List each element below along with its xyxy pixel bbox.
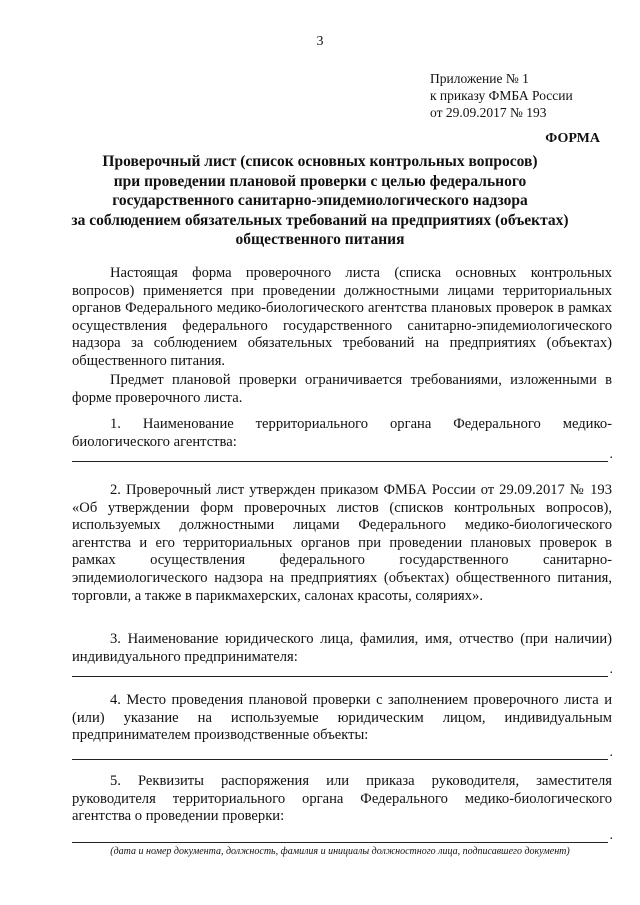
fill-in-line[interactable] xyxy=(72,842,608,843)
title-line: Проверочный лист (список основных контрольных вопросов) xyxy=(102,153,538,170)
section-text: 1. Наименование территориального органа Федерального медико-биологического агентства: xyxy=(72,416,612,450)
fill-in-line[interactable] xyxy=(72,461,608,462)
section-text: 5. Реквизиты распоряжения или приказа руководителя, заместителя руководителя территориального органа Федерального медико-биологического агентства о проведении проверки: xyxy=(72,773,612,825)
section-5 xyxy=(72,773,612,826)
section-3 xyxy=(72,631,612,666)
section-4 xyxy=(72,692,612,745)
fill-in-line[interactable] xyxy=(72,759,608,760)
intro-paragraph xyxy=(72,265,612,371)
title-line: общественного питания xyxy=(235,231,405,248)
title-line: при проведении плановой проверки с целью федерального xyxy=(113,172,527,190)
paragraph-text: Предмет плановой проверки ограничивается требованиями, изложенными в форме проверочного листа. xyxy=(72,372,612,406)
page-number: 3 xyxy=(316,34,324,49)
appendix-block xyxy=(430,70,573,121)
signature-caption: (дата и номер документа, должность, фамилия и инициалы должностного лица, подписавшего документ) xyxy=(110,846,570,857)
appendix-line: Приложение № 1 xyxy=(430,71,529,86)
document-title xyxy=(40,152,600,250)
title-line: государственного санитарно-эпидемиологического надзора xyxy=(112,192,528,209)
section-2 xyxy=(72,482,612,605)
title-line: за соблюдением обязательных требований на предприятиях (объектах) xyxy=(71,211,569,229)
fill-in-line[interactable] xyxy=(72,676,608,677)
section-text: 3. Наименование юридического лица, фамилия, имя, отчество (при наличии) индивидуального предпринимателя: xyxy=(72,631,612,665)
form-label: ФОРМА xyxy=(545,131,600,146)
section-text: 4. Место проведения плановой проверки с заполнением проверочного листа и (или) указание на используемые юридическим лицом, индивидуальным предпринимателем производственные объекты: xyxy=(72,692,612,744)
section-1 xyxy=(72,416,612,451)
appendix-line: от 29.09.2017 № 193 xyxy=(430,105,547,120)
paragraph-text: Настоящая форма проверочного листа (списка основных контрольных вопросов) применяется при проведении должностными лицами территориальных органов Федерального медико-биологического агентства плановых проверок в рамках осуществления федерального государственного санитарно-эпидемиологического надзора за соблюдением обязательных требований на предприятиях (объектах) общественного питания. xyxy=(72,265,612,369)
subject-paragraph xyxy=(72,372,612,407)
section-text: 2. Проверочный лист утвержден приказом ФМБА России от 29.09.2017 № 193 «Об утверждении форм проверочных листов (списков контрольных вопросов), используемых должностными лицами Федерального медико-биологического агентства и его территориальных органов при проведении плановых проверок в рамках осуществления федерального государственного санитарно-эпидемиологического надзора на предприятиях (объектах) общественного питания, торговли, а также в парикмахерских, салонах красоты, соляриях». xyxy=(72,482,612,604)
appendix-line: к приказу ФМБА России xyxy=(430,88,573,103)
